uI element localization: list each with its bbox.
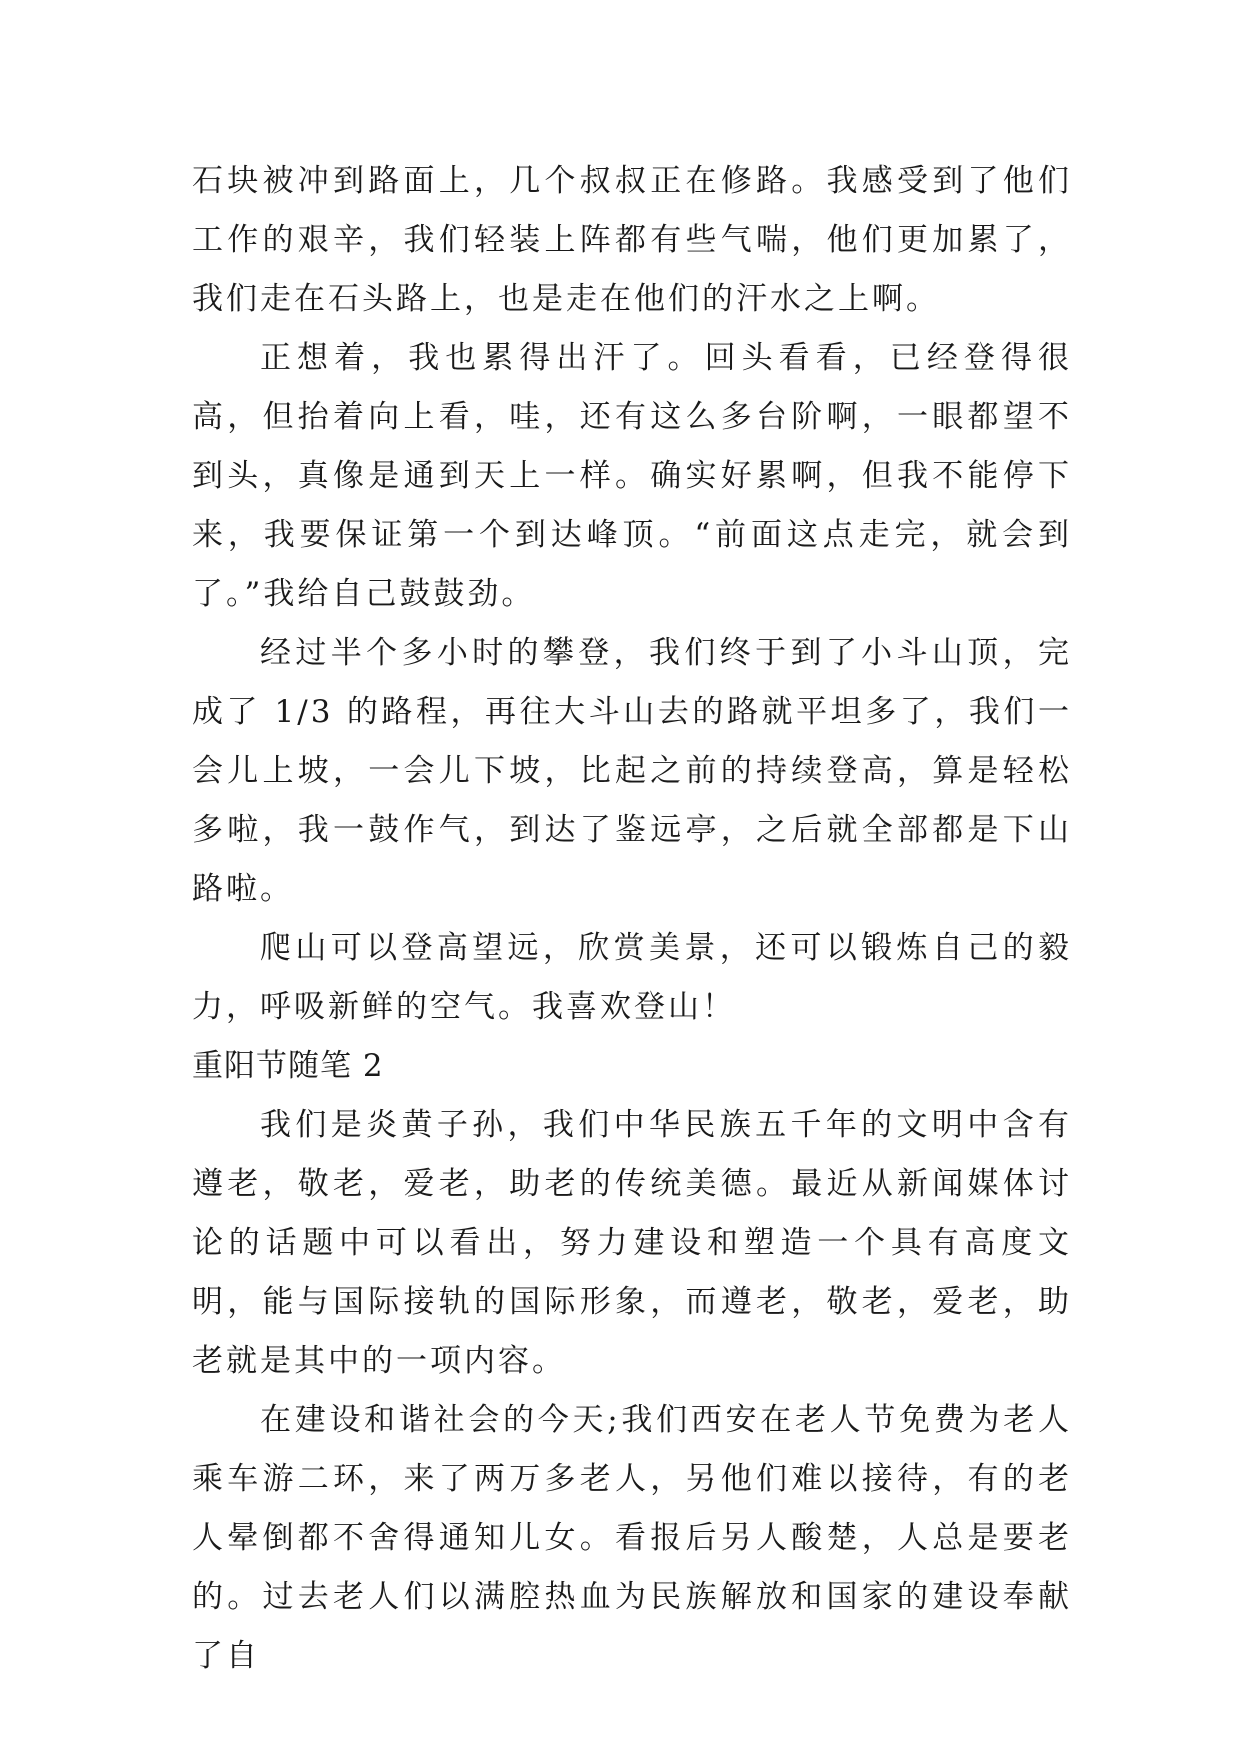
paragraph-4: 爬山可以登高望远，欣赏美景，还可以锻炼自己的毅力，呼吸新鲜的空气。我喜欢登山！ xyxy=(192,930,1072,1025)
document-body xyxy=(192,152,1072,1686)
paragraph-1: 石块被冲到路面上，几个叔叔正在修路。我感受到了他们工作的艰辛，我们轻装上阵都有些气喘，他们更加累了，我们走在石头路上，也是走在他们的汗水之上啊。 xyxy=(192,163,1072,317)
paragraph-6: 在建设和谐社会的今天;我们西安在老人节免费为老人乘车游二环，来了两万多老人，另他们难以接待，有的老人晕倒都不舍得通知儿女。看报后另人酸楚，人总是要老的。过去老人们以满腔热血为民族解放和国家的建设奉献了自 xyxy=(192,1402,1072,1674)
paragraph-3: 经过半个多小时的攀登，我们终于到了小斗山顶，完成了 1/3 的路程，再往大斗山去的路就平坦多了，我们一会儿上坡，一会儿下坡，比起之前的持续登高，算是轻松多啦，我一鼓作气，到达了鉴远亭，之后就全部都是下山路啦。 xyxy=(192,635,1072,907)
section-heading: 重阳节随笔 2 xyxy=(192,1048,384,1084)
paragraph-2: 正想着，我也累得出汗了。回头看看，已经登得很高，但抬着向上看，哇，还有这么多台阶啊，一眼都望不到头，真像是通到天上一样。确实好累啊，但我不能停下来，我要保证第一个到达峰顶。“前面这点走完，就会到了。”我给自己鼓鼓劲。 xyxy=(192,340,1072,612)
paragraph-5: 我们是炎黄子孙，我们中华民族五千年的文明中含有遵老，敬老，爱老，助老的传统美德。最近从新闻媒体讨论的话题中可以看出，努力建设和塑造一个具有高度文明，能与国际接轨的国际形象，而遵老，敬老，爱老，助老就是其中的一项内容。 xyxy=(192,1107,1072,1379)
